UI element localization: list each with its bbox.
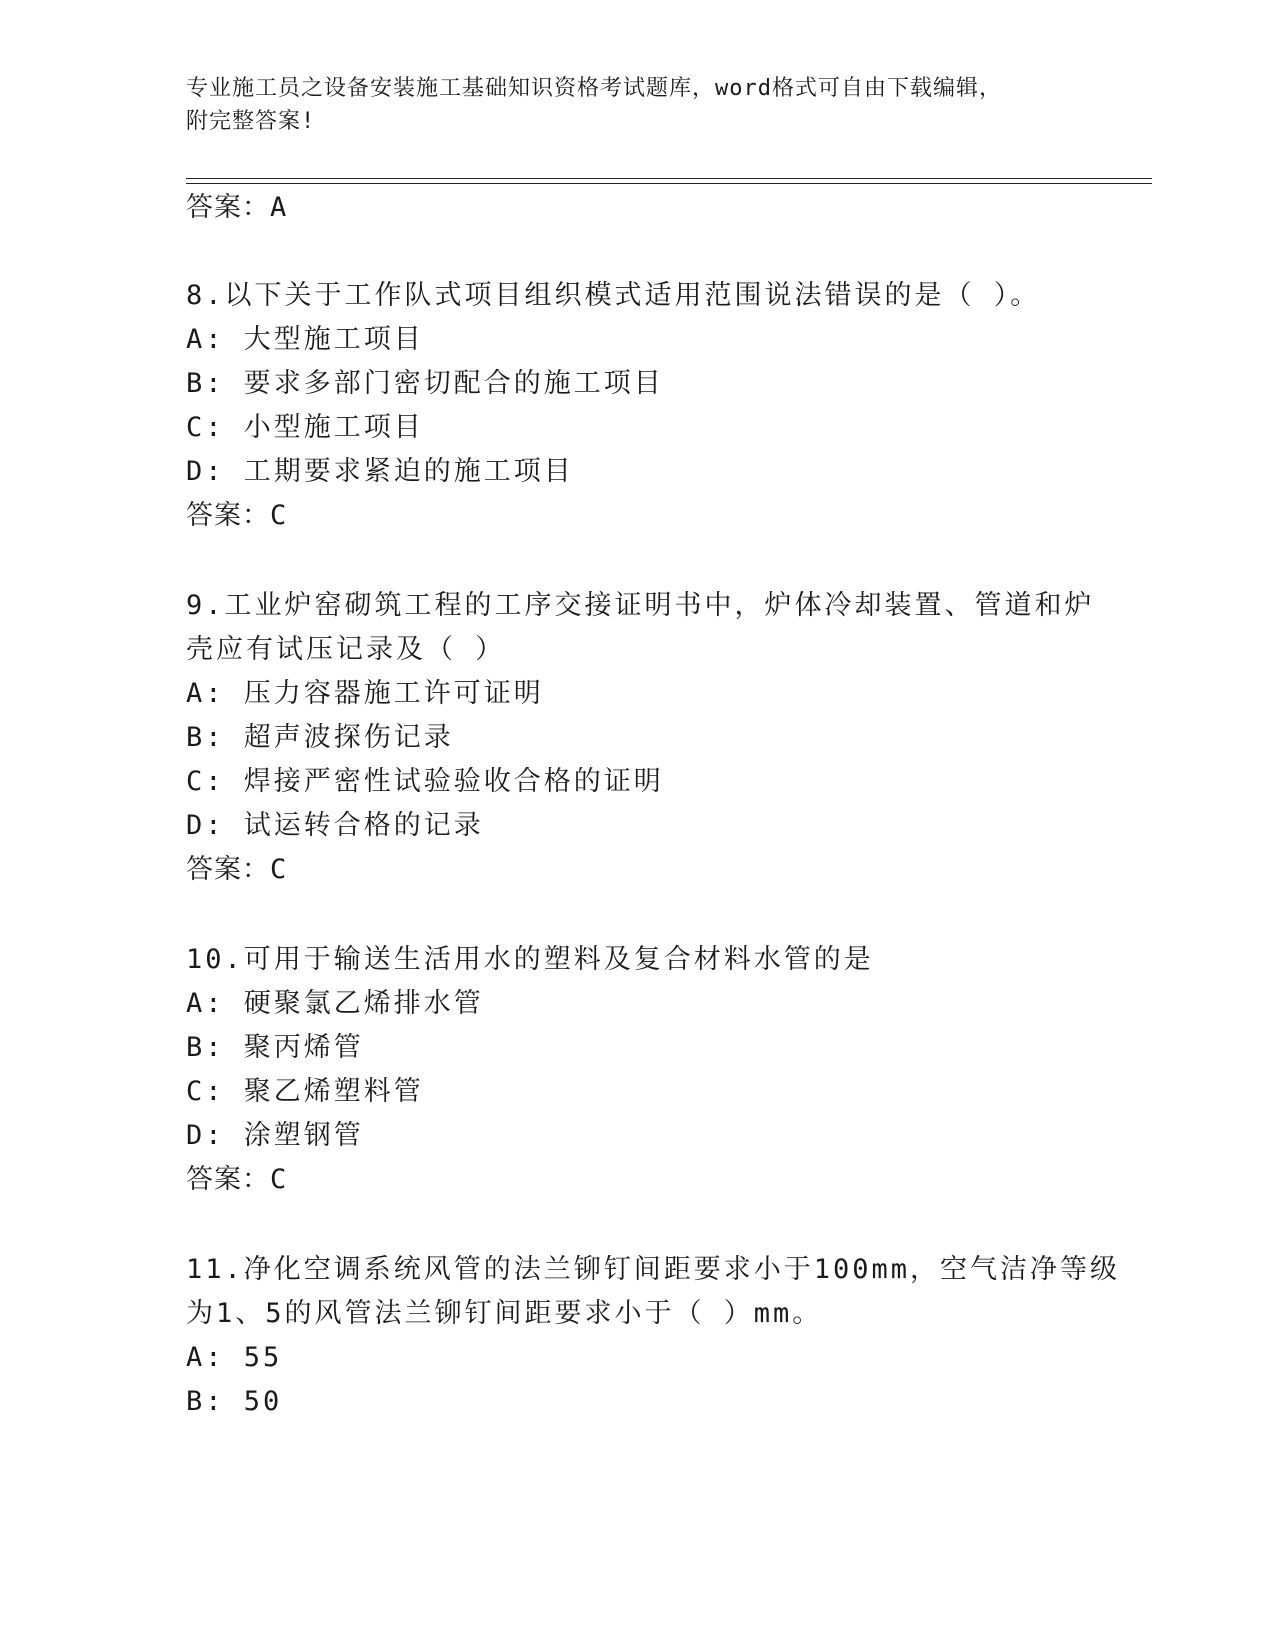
question-9-option-c: C: 焊接严密性试验验收合格的证明: [186, 766, 664, 797]
answer-value: C: [270, 1164, 288, 1195]
answer-value: C: [270, 854, 288, 885]
question-9-answer: [186, 852, 287, 888]
question-9-option-d: D: 试运转合格的记录: [186, 810, 484, 841]
answer-prefix: 答案：: [186, 500, 270, 531]
question-8-stem: 8.以下关于工作队式项目组织模式适用范围说法错误的是（ ）。: [186, 280, 1041, 311]
answer-prefix: 答案：: [186, 1164, 270, 1195]
question-9-stem-line-1: 9.工业炉窑砌筑工程的工序交接证明书中，炉体冷却装置、管道和炉: [186, 590, 1095, 621]
question-10-option-a: A: 硬聚氯乙烯排水管: [186, 988, 484, 1019]
question-8-option-c: C: 小型施工项目: [186, 412, 424, 443]
answer-prefix: 答案：: [186, 192, 270, 223]
question-8-option-b: B: 要求多部门密切配合的施工项目: [186, 368, 664, 399]
document-header: [186, 72, 1066, 138]
question-11-stem-line-1: 11.净化空调系统风管的法兰铆钉间距要求小于100mm，空气洁净等级: [186, 1254, 1121, 1285]
question-11-option-a: A: 55: [186, 1342, 283, 1373]
answer-value: A: [270, 192, 288, 223]
header-line-2: 附完整答案!: [186, 109, 316, 134]
header-divider-top: [186, 178, 1152, 179]
answer-prefix: 答案：: [186, 854, 270, 885]
question-10-option-b: B: 聚丙烯管: [186, 1032, 364, 1063]
question-9-stem-line-2: 壳应有试压记录及（ ）: [186, 634, 506, 665]
question-10-option-c: C: 聚乙烯塑料管: [186, 1076, 424, 1107]
question-9-option-b: B: 超声波探伤记录: [186, 722, 454, 753]
question-10-answer: [186, 1162, 287, 1198]
question-8-option-d: D: 工期要求紧迫的施工项目: [186, 456, 574, 487]
question-8-answer: [186, 498, 287, 534]
question-11-option-b: B: 50: [186, 1386, 283, 1417]
question-10-option-d: D: 涂塑钢管: [186, 1120, 364, 1151]
question-8-option-a: A: 大型施工项目: [186, 324, 424, 355]
question-10-stem: 10.可用于输送生活用水的塑料及复合材料水管的是: [186, 944, 874, 975]
question-9-option-a: A: 压力容器施工许可证明: [186, 678, 544, 709]
answer-value: C: [270, 500, 288, 531]
header-divider-bottom: [186, 183, 1152, 184]
header-line-1: 专业施工员之设备安装施工基础知识资格考试题库，word格式可自由下载编辑，: [186, 76, 1002, 101]
question-11-stem-line-2: 为1、5的风管法兰铆钉间距要求小于（ ）mm。: [186, 1298, 823, 1329]
answer-line: [186, 190, 287, 226]
